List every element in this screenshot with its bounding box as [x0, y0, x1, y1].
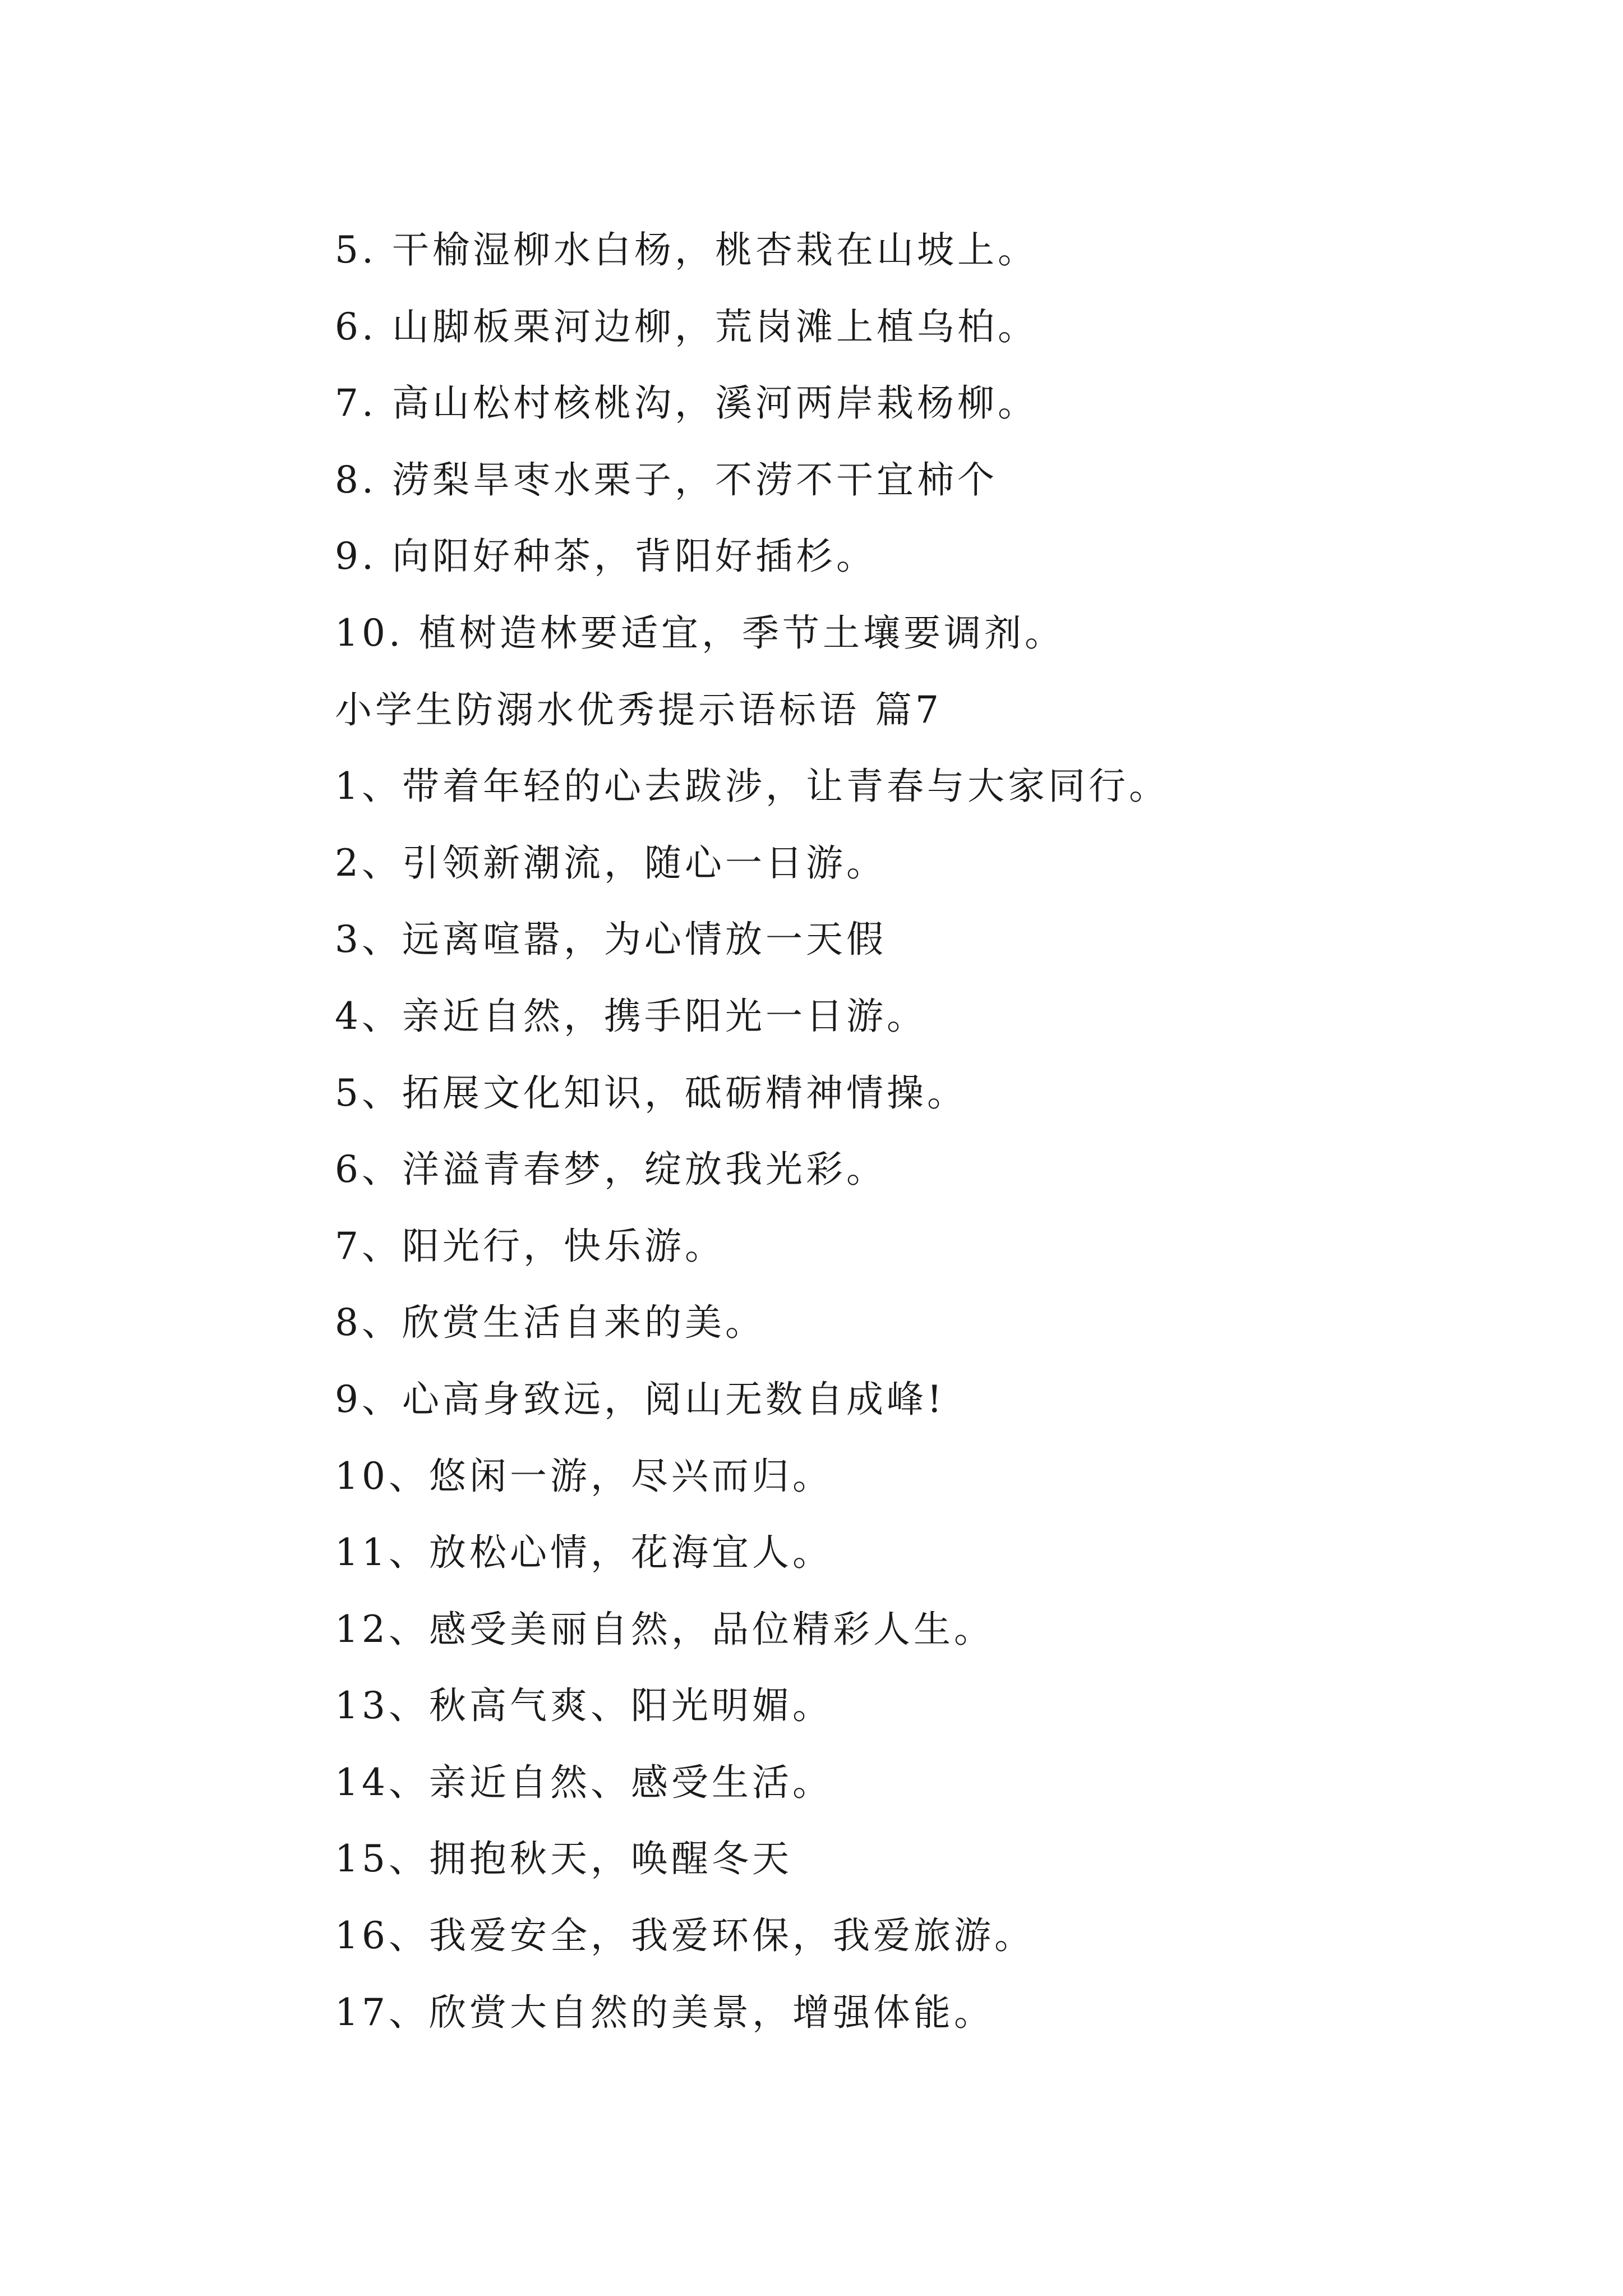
list-item: 6、洋溢青春梦，绽放我光彩。	[335, 1148, 887, 1191]
section-heading: 小学生防溺水优秀提示语标语 篇7	[335, 688, 942, 731]
list-item: 8. 涝梨旱枣水栗子，不涝不干宜柿个	[335, 458, 998, 501]
list-item: 10、悠闲一游，尽兴而归。	[335, 1454, 833, 1498]
list-item: 2、引领新潮流，随心一日游。	[335, 841, 887, 885]
list-item: 9. 向阳好种茶，背阳好插杉。	[335, 535, 877, 578]
list-item: 17、欣赏大自然的美景，增强体能。	[335, 1990, 994, 2034]
list-item: 1、带着年轻的心去跋涉，让青春与大家同行。	[335, 765, 1169, 808]
list-item: 3、远离喧嚣，为心情放一天假	[335, 918, 887, 961]
list-item: 9、心高身致远，阅山无数自成峰!	[335, 1377, 946, 1421]
list-item: 7. 高山松村核桃沟，溪河两岸栽杨柳。	[335, 381, 1038, 425]
document-body	[335, 212, 1513, 2051]
list-item: 4、亲近自然，携手阳光一日游。	[335, 994, 927, 1038]
list-item: 11、放松心情，花海宜人。	[335, 1531, 833, 1575]
list-item: 12、感受美丽自然，品位精彩人生。	[335, 1607, 994, 1651]
list-item: 14、亲近自然、感受生活。	[335, 1760, 833, 1804]
list-item: 7、阳光行，快乐游。	[335, 1224, 725, 1268]
list-item: 5. 干榆湿柳水白杨，桃杏栽在山坡上。	[335, 228, 1038, 272]
list-item: 8、欣赏生活自来的美。	[335, 1301, 766, 1345]
list-item: 5、拓展文化知识，砥砺精神情操。	[335, 1071, 967, 1115]
list-item: 6. 山脚板栗河边柳，荒岗滩上植乌柏。	[335, 305, 1038, 348]
list-item: 16、我爱安全，我爱环保，我爱旅游。	[335, 1914, 1035, 1958]
list-item: 15、拥抱秋天，唤醒冬天	[335, 1837, 792, 1881]
list-item: 13、秋高气爽、阳光明媚。	[335, 1684, 833, 1728]
list-item: 10. 植树造林要适宜，季节土壤要调剂。	[335, 611, 1065, 655]
